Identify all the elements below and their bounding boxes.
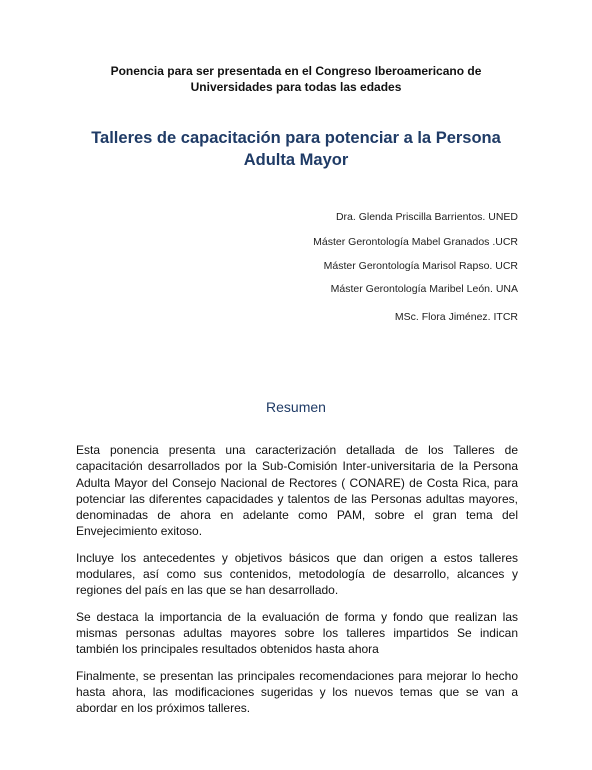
abstract-paragraph: Esta ponencia presenta una caracterización detallada de los Talleres de capacitación desarrollados por la Sub-Comisión Inter-universitaria de la Persona Adulta Mayor del Consejo Nacional de Rectores ( CONARE) de Costa Rica, para potenciar las diferentes capacidades y talentos de las Personas adultas mayores, denominadas de ahora en adelante como PAM, sobre el gran tema del Envejecimiento exitoso.	[76, 443, 518, 539]
conference-note-line-2: Universidades para todas las edades	[190, 80, 402, 94]
abstract-heading: Resumen	[266, 399, 326, 415]
abstract-paragraph: Incluye los antecedentes y objetivos básicos que dan origen a estos talleres modulares, así como sus contenidos, metodología de desarrollo, alcances y regiones del país en las que se han desarrollado.	[76, 550, 518, 598]
abstract-paragraph: Se destaca la importancia de la evaluación de forma y fondo que realizan las mismas personas adultas mayores sobre los talleres impartidos Se indican también los principales resultados obtenidos hasta ahora	[76, 609, 518, 657]
author-line: Máster Gerontología Maribel León. UNA	[330, 283, 518, 295]
conference-note	[60, 63, 532, 95]
abstract-body	[76, 442, 518, 726]
abstract-paragraph: Finalmente, se presentan las principales recomendaciones para mejorar lo hecho hasta ahora, las modificaciones sugeridas y los nuevos temas que se van a abordar en los próximos talleres.	[76, 668, 518, 716]
author-line: Máster Gerontología Marisol Rapso. UCR	[323, 260, 518, 272]
document-title	[40, 127, 552, 171]
document-title-line-1: Talleres de capacitación para potenciar a la Persona	[91, 129, 501, 147]
author-line: MSc. Flora Jiménez. ITCR	[394, 311, 518, 323]
author-list	[313, 212, 518, 323]
author-line: Dra. Glenda Priscilla Barrientos. UNED	[335, 211, 518, 223]
conference-note-line-1: Ponencia para ser presentada en el Congreso Iberoamericano de	[110, 64, 482, 78]
document-title-line-2: Adulta Mayor	[243, 151, 349, 169]
author-line: Máster Gerontología Mabel Granados .UCR	[313, 236, 518, 248]
